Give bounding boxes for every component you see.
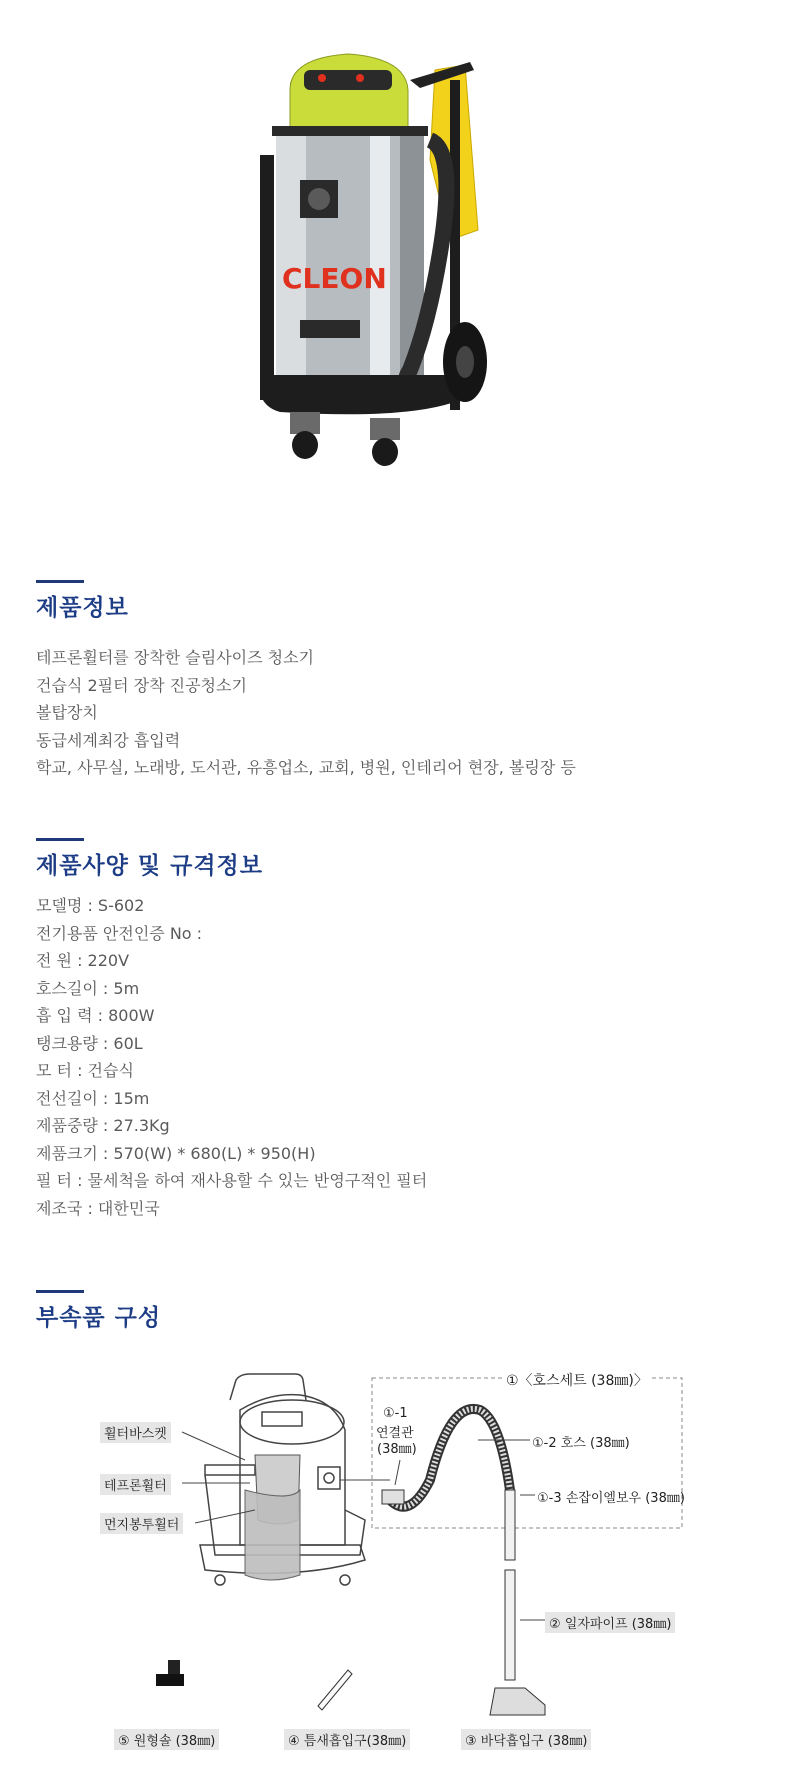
info-line: 동급세계최강 흡입력: [36, 730, 181, 750]
product-info-section: [36, 580, 576, 782]
spec-line: 제조국 : 대한민국: [36, 1198, 160, 1218]
connector-size-label: (38㎜): [377, 1442, 417, 1457]
spec-line: 탱크용량 : 60L: [36, 1033, 143, 1053]
accessories-section: [36, 1290, 161, 1332]
hose-label: ①-2 호스 (38㎜): [532, 1436, 630, 1451]
section-divider: [36, 1290, 84, 1293]
section-title: 제품정보: [36, 595, 129, 621]
teflon-filter-label: 테프론휠터: [100, 1474, 171, 1495]
spec-line: 전선길이 : 15m: [36, 1088, 150, 1108]
dust-bag-drawing: [245, 1490, 300, 1580]
spec-line: 모델명 : S-602: [36, 896, 145, 915]
info-line: 볼탑장치: [36, 703, 98, 722]
floor-nozzle-label: ③ 바닥흡입구 (38㎜): [461, 1729, 591, 1750]
spec-line: 필 터 : 물세척을 하여 재사용할 수 있는 반영구적인 필터: [36, 1171, 428, 1190]
spec-section: [36, 838, 427, 1222]
hose-set-label: ①〈호스세트 (38㎜)〉: [502, 1370, 652, 1390]
spec-line: 제품크기 : 570(W) * 680(L) * 950(H): [36, 1143, 316, 1163]
filter-basket-label: 휠터바스켓: [100, 1422, 171, 1443]
spec-line: 전 원 : 220V: [36, 951, 130, 970]
round-brush-label: ⑤ 원형솔 (38㎜): [114, 1729, 219, 1750]
spec-line: 흡 입 력 : 800W: [36, 1006, 155, 1025]
spec-line: 호스길이 : 5m: [36, 978, 140, 998]
accessories-diagram: [0, 1370, 800, 1773]
brand-logo-text: CLEON: [282, 262, 387, 295]
crevice-nozzle-drawing: [318, 1670, 352, 1710]
straight-pipe-drawing: [505, 1570, 515, 1680]
handle-elbow-drawing: [505, 1490, 515, 1560]
section-title: 부속품 구성: [36, 1305, 162, 1331]
connector-number-label: ①-1: [383, 1406, 408, 1421]
handle-elbow-label: ①-3 손잡이엘보우 (38㎜): [537, 1491, 685, 1506]
floor-nozzle-drawing: [490, 1688, 545, 1715]
spec-list: [36, 892, 427, 1222]
info-line: 건습식 2필터 장착 진공청소기: [36, 675, 247, 695]
spec-line: 제품중량 : 27.3Kg: [36, 1116, 170, 1135]
spec-line: 전기용품 안전인증 No :: [36, 923, 203, 943]
round-brush-drawing: [156, 1660, 184, 1686]
straight-pipe-label: ② 일자파이프 (38㎜): [545, 1612, 675, 1633]
section-divider: [36, 838, 84, 841]
connector-name-label: 연결관: [376, 1426, 414, 1441]
dust-bag-filter-label: 먼지봉투휠터: [100, 1513, 183, 1534]
product-image: [260, 40, 560, 530]
crevice-nozzle-label: ④ 틈새흡입구(38㎜): [284, 1729, 410, 1750]
info-line: 학교, 사무실, 노래방, 도서관, 유흥업소, 교회, 병원, 인테리어 현장, 볼링장 등: [36, 758, 576, 777]
spec-line: 모 터 : 건습식: [36, 1061, 134, 1080]
product-info-list: [36, 644, 576, 782]
connector-drawing: [382, 1490, 404, 1504]
section-title: 제품사양 및 규격정보: [36, 853, 263, 879]
info-line: 테프론휠터를 장착한 슬림사이즈 청소기: [36, 648, 315, 667]
section-divider: [36, 580, 84, 583]
